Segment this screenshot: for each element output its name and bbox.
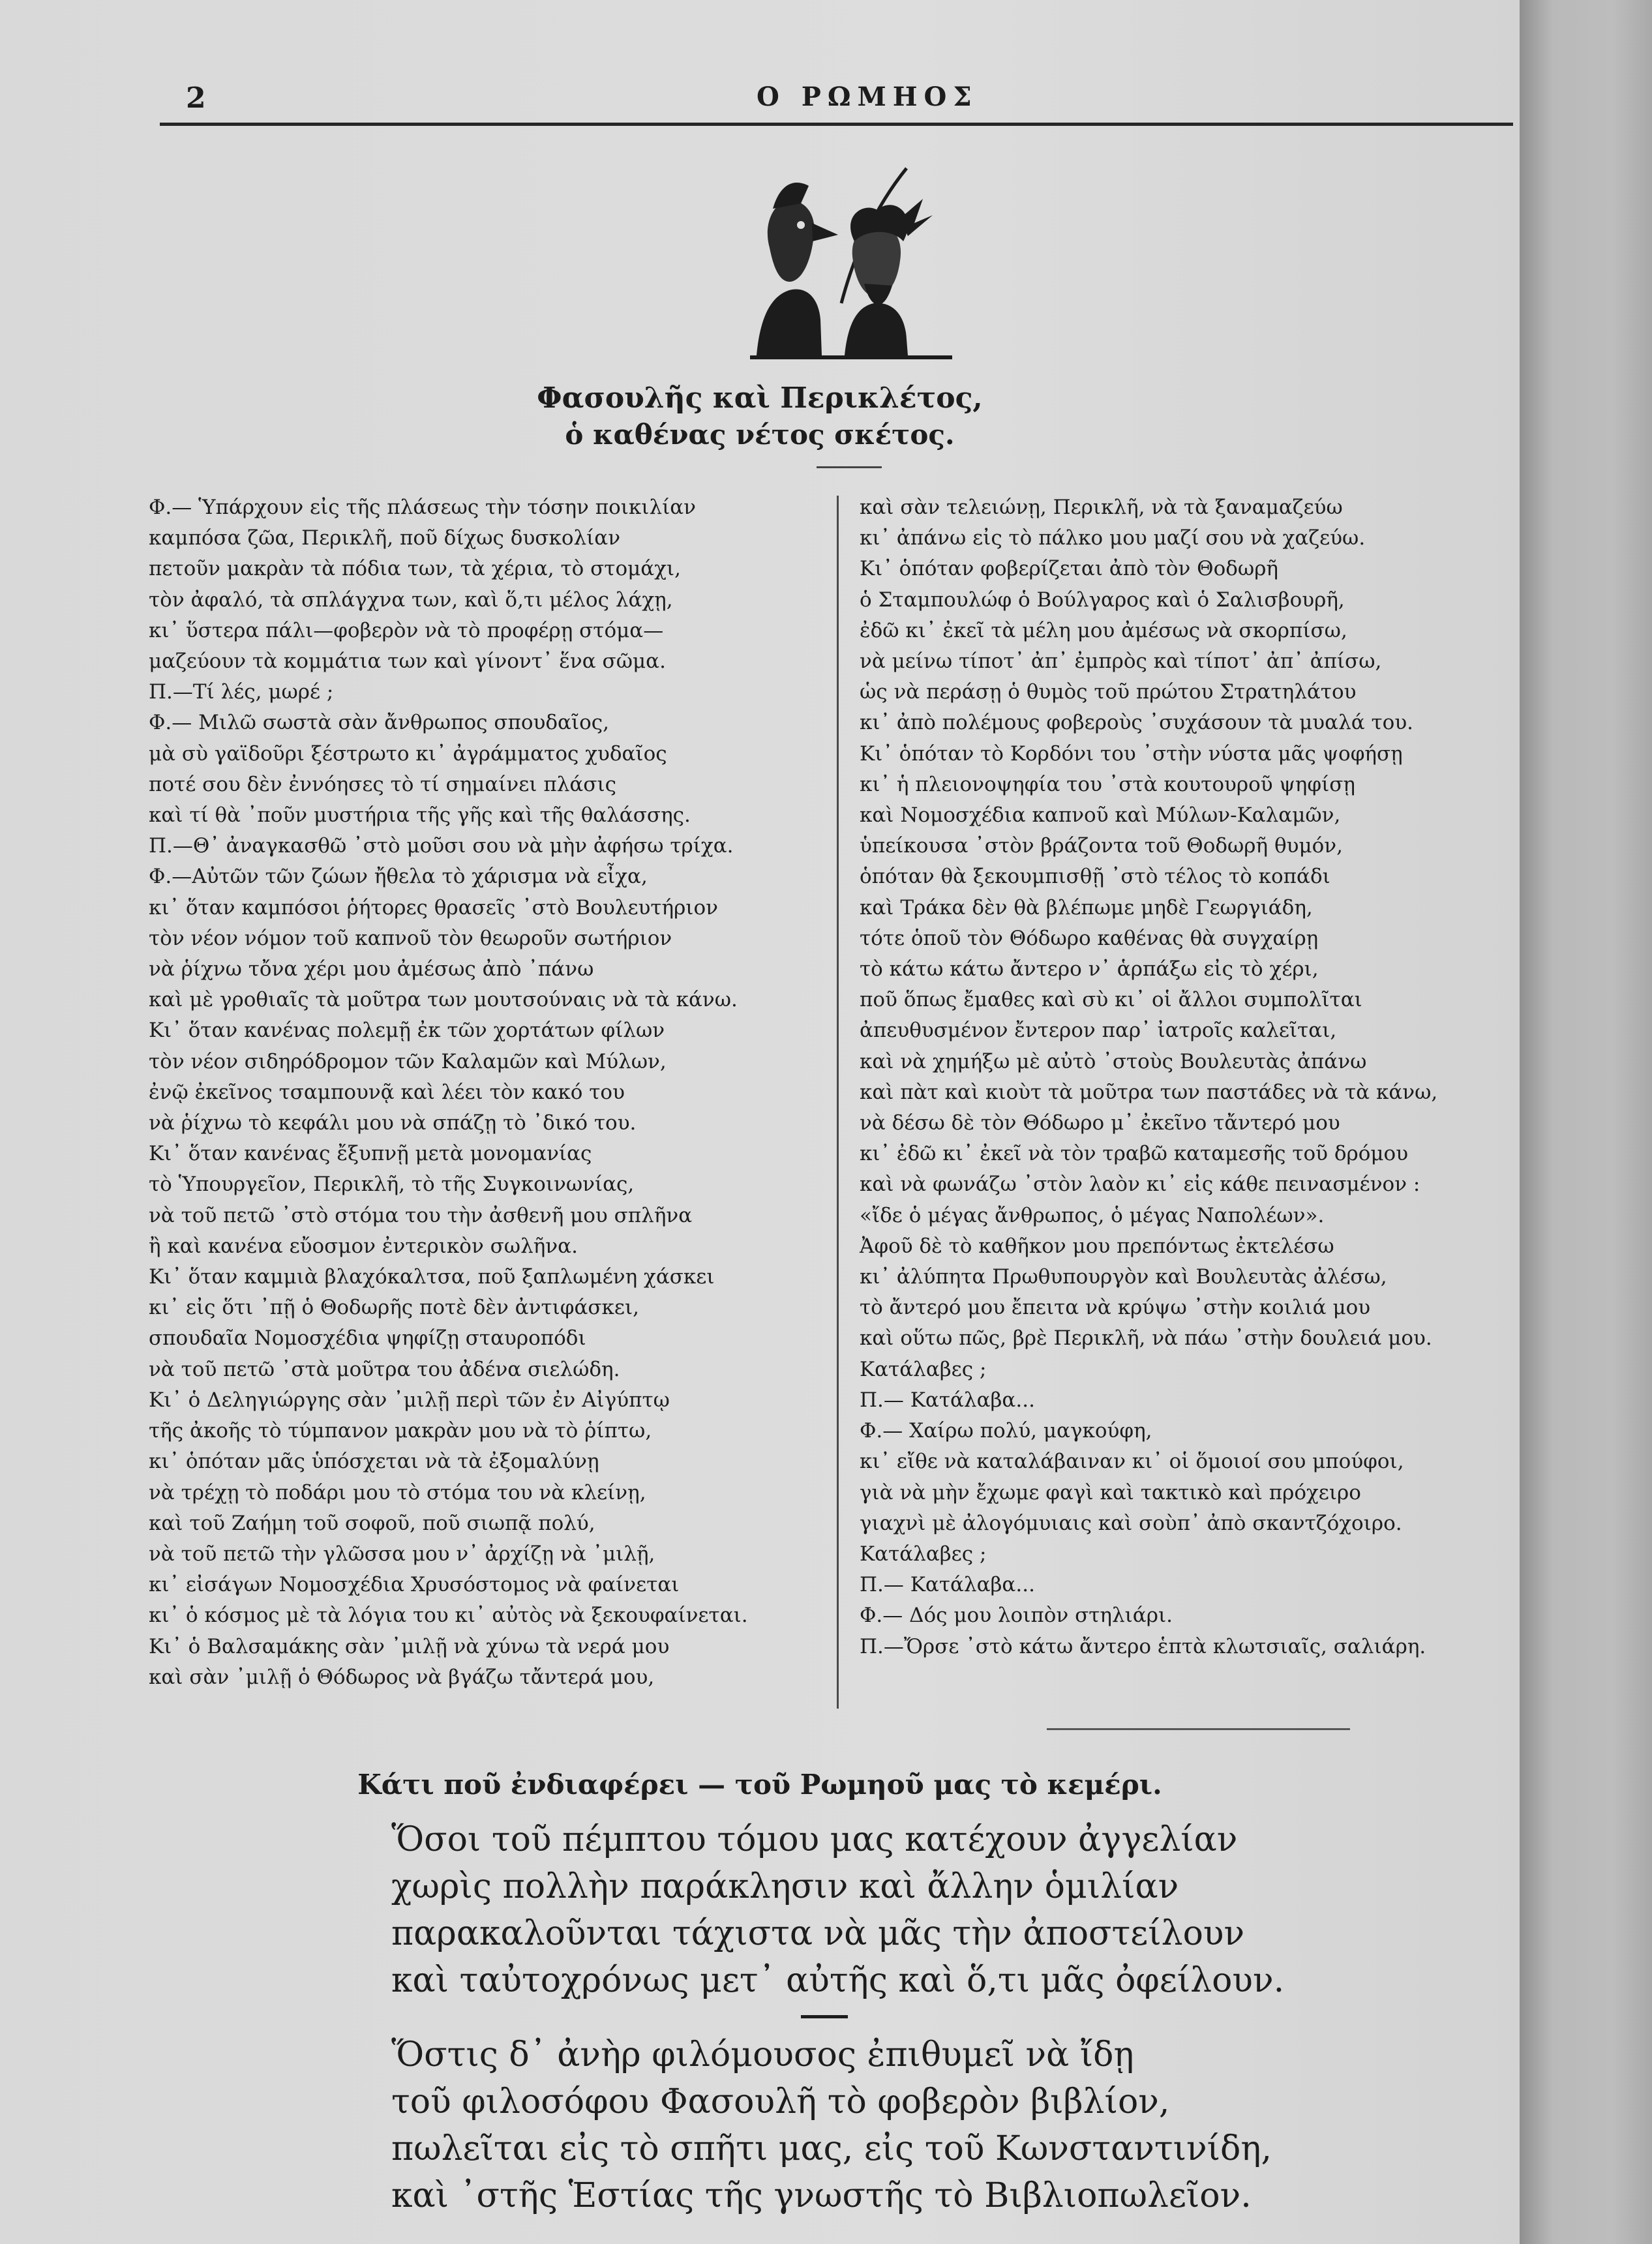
verse-line: τὸν ἀφαλό, τὰ σπλάγχνα των, καὶ ὅ,τι μέλος λάχῃ, (149, 588, 673, 612)
verse-line: μαζεύουν τὰ κομμάτια των καὶ γίνοντ᾽ ἕνα σῶμα. (149, 650, 666, 674)
verse-line: καὶ τοῦ Ζαήμη τοῦ σοφοῦ, ποῦ σιωπᾷ πολύ, (149, 1511, 595, 1535)
left-puppet-eye (797, 221, 805, 229)
verse-line: κι᾽ ἀπὸ πολέμους φοβεροὺς ᾽συχάσουν τὰ μυαλά του. (860, 711, 1414, 735)
verse-line: καὶ σὰν τελειώνῃ, Περικλῆ, νὰ τὰ ξαναμαζεύω (860, 496, 1343, 519)
verse-line: νὰ ῥίχνω τὄνα χέρι μου ἀμέσως ἀπὸ ᾽πάνω (149, 957, 594, 981)
verse-line: νὰ ῥίχνω τὸ κεφάλι μου νὰ σπάζῃ τὸ ᾽δικό του. (149, 1111, 637, 1135)
section-rule (1047, 1728, 1350, 1730)
verse-line: κι᾽ ἀλύπητα Πρωθυπουργὸν καὶ Βουλευτὰς ἀλέσω, (860, 1265, 1387, 1289)
verse-line: τὸν νέον νόμον τοῦ καπνοῦ τὸν θεωροῦν σωτήριον (149, 926, 672, 950)
verse-line: Π.—Τί λές, μωρέ ; (149, 680, 334, 704)
notice-line: χωρὶς πολλὴν παράκλησιν καὶ ἄλλην ὁμιλίαν (391, 1867, 1179, 1906)
verse-line: καὶ οὕτω πῶς, βρὲ Περικλῆ, νὰ πάω ᾽στὴν δουλειά μου. (860, 1326, 1432, 1351)
verse-line: Π.— Κατάλαβα... (860, 1388, 1035, 1412)
verse-line: κι᾽ εἴθε νὰ καταλάβαιναν κι᾽ οἱ ὅμοιοί σου μπούφοι, (860, 1450, 1404, 1474)
running-title: Ο ΡΩΜΗΟΣ (757, 82, 978, 112)
header-rule (160, 123, 1513, 126)
verse-line: Ἀφοῦ δὲ τὸ καθῆκον μου πρεπόντως ἐκτελέσω (860, 1234, 1334, 1258)
verse-line: καὶ νὰ φωνάζω ᾽στὸν λαὸν κι᾽ εἰς κάθε πεινασμένον : (860, 1173, 1420, 1197)
verse-line: κι᾽ ὁπόταν μᾶς ὑπόσχεται νὰ τὰ ἐξομαλύνῃ (149, 1450, 599, 1474)
notice-line: καὶ ᾽στῆς Ἑστίας τῆς γνωστῆς τὸ Βιβλιοπωλεῖον. (391, 2176, 1252, 2215)
verse-line: Φ.— Χαίρω πολύ, μαγκούφη, (860, 1419, 1152, 1443)
fasoulis-perikletos-vignette (743, 163, 959, 365)
notice-line: καὶ ταὐτοχρόνως μετ᾽ αὐτῆς καὶ ὅ,τι μᾶς ὀφείλουν. (391, 1961, 1285, 2000)
dialogue-right-column (860, 492, 1512, 1662)
verse-line: τῆς ἀκοῆς τὸ τύμπανον μακρὰν μου νὰ τὸ ῥίπτω, (149, 1419, 652, 1443)
verse-line: καμπόσα ζῶα, Περικλῆ, ποῦ δίχως δυσκολίαν (149, 526, 621, 550)
dialogue-subtitle: ὁ καθένας νέτος σκέτος. (565, 419, 955, 451)
verse-line: καὶ μὲ γροθιαῖς τὰ μοῦτρα των μουτσούναις νὰ τὰ κάνω. (149, 988, 738, 1012)
verse-line: νὰ δέσω δὲ τὸν Θόδωρο μ᾽ ἐκεῖνο τἄντερό μου (860, 1111, 1340, 1135)
verse-line: γιαχνὶ μὲ ἀλογόμυιαις καὶ σοὺπ᾽ ἀπὸ σκαντζόχοιρο. (860, 1511, 1402, 1535)
verse-line: καὶ νὰ χημήξω μὲ αὐτὸ ᾽στοὺς Βουλευτὰς ἀπάνω (860, 1049, 1367, 1073)
notice-line: παρακαλοῦνται τάχιστα νὰ μᾶς τὴν ἀποστείλουν (391, 1914, 1245, 1953)
verse-line: Φ.— Δός μου λοιπὸν στηλιάρι. (860, 1604, 1173, 1628)
verse-line: ποῦ ὅπως ἔμαθες καὶ σὺ κι᾽ οἱ ἄλλοι συμπολῖται (860, 988, 1362, 1012)
verse-line: ἢ καὶ κανένα εὔοσμον ἐντερικὸν σωλῆνα. (149, 1234, 578, 1258)
verse-line: καὶ τί θὰ ᾽ποῦν μυστήρια τῆς γῆς καὶ τῆς θαλάσσης. (149, 803, 691, 828)
verse-line: ποτέ σου δὲν ἐννόησες τὸ τί σημαίνει πλάσις (149, 772, 616, 796)
verse-line: σπουδαῖα Νομοσχέδια ψηφίζῃ σταυροπόδι (149, 1326, 586, 1351)
verse-line: Κι᾽ ὁ Βαλσαμάκης σὰν ᾽μιλῇ νὰ χύνω τὰ νερά μου (149, 1634, 670, 1658)
dialogue-title: Φασουλῆς καὶ Περικλέτος, (537, 381, 983, 415)
verse-line: τὸ ἄντερό μου ἔπειτα νὰ κρύψω ᾽στὴν κοιλιά μου (860, 1296, 1371, 1320)
verse-line: καὶ Τράκα δὲν θὰ βλέπωμε μηδὲ Γεωργιάδη, (860, 895, 1313, 920)
verse-line: καὶ Νομοσχέδια καπνοῦ καὶ Μύλων-Καλαμῶν, (860, 803, 1341, 828)
column-divider (837, 496, 839, 1709)
verse-line: τὸ κάτω κάτω ἄντερο ν᾽ ἁρπάξω εἰς τὸ χέρι, (860, 957, 1319, 981)
page-number: 2 (186, 82, 206, 115)
verse-line: Κι᾽ ὁπόταν τὸ Κορδόνι του ᾽στὴν νύστα μᾶς ψοφήσῃ (860, 741, 1403, 766)
verse-line: τὸν νέον σιδηρόδρομον τῶν Καλαμῶν καὶ Μύλων, (149, 1049, 667, 1073)
verse-line: ὡς νὰ περάσῃ ὁ θυμὸς τοῦ πρώτου Στρατηλάτου (860, 680, 1357, 704)
verse-line: νὰ μείνω τίποτ᾽ ἀπ᾽ ἐμπρὸς καὶ τίποτ᾽ ἀπ᾽ ἀπίσω, (860, 650, 1382, 674)
verse-line: Π.— Κατάλαβα... (860, 1573, 1035, 1597)
verse-line: γιὰ νὰ μὴν ἔχωμε φαγὶ καὶ τακτικὸ καὶ πρόχειρο (860, 1480, 1361, 1504)
verse-line: Κι᾽ ὅταν κανένας ἔξυπνῇ μετὰ μονομανίας (149, 1142, 592, 1166)
verse-line: ὁ Σταμπουλώφ ὁ Βούλγαρος καὶ ὁ Σαλισβουρῆ, (860, 588, 1345, 612)
verse-line: ἐδῶ κι᾽ ἐκεῖ τὰ μέλη μου ἀμέσως νὰ σκορπίσω, (860, 618, 1347, 642)
verse-line: κι᾽ εἰσάγων Νομοσχέδια Χρυσόστομος νὰ φαίνεται (149, 1573, 680, 1597)
verse-line: Κι᾽ ὅταν κανένας πολεμῇ ἐκ τῶν χορτάτων φίλων (149, 1019, 665, 1043)
notice-heading: Κάτι ποῦ ἐνδιαφέρει — τοῦ Ρωμηοῦ μας τὸ κεμέρι. (357, 1769, 1162, 1801)
verse-line: ὁπόταν θὰ ξεκουμπισθῇ ᾽στὸ τέλος τὸ κοπάδι (860, 865, 1330, 889)
notice-stanza-2 (391, 2031, 1370, 2219)
verse-line: ὑπείκουσα ᾽στὸν βράζοντα τοῦ Θοδωρῆ θυμόν, (860, 834, 1343, 858)
notice-rule (801, 2015, 848, 2018)
verse-line: τὸ Ὑπουργεῖον, Περικλῆ, τὸ τῆς Συγκοινωνίας, (149, 1173, 635, 1197)
notice-line: Ὅστις δ᾽ ἀνὴρ φιλόμουσος ἐπιθυμεῖ νὰ ἴδῃ (391, 2035, 1134, 2074)
left-puppet-head (768, 201, 815, 282)
notice-line: Ὅσοι τοῦ πέμπτου τόμου μας κατέχουν ἀγγελίαν (391, 1820, 1238, 1859)
verse-line: κι᾽ ὅταν καμπόσοι ῥήτορες θρασεῖς ᾽στὸ Βουλευτήριον (149, 895, 718, 920)
notice-line: πωλεῖται εἰς τὸ σπῆτι μας, εἰς τοῦ Κωνσταντινίδη, (391, 2129, 1272, 2168)
verse-line: κι᾽ εἰς ὅτι ᾽πῇ ὁ Θοδωρῆς ποτὲ δὲν ἀντιφάσκει, (149, 1296, 639, 1320)
verse-line: Π.—Ὄρσε ᾽στὸ κάτω ἄντερο ἑπτὰ κλωτσιαῖς, σαλιάρη. (860, 1634, 1426, 1658)
right-puppet-beard (864, 284, 892, 305)
verse-line: Φ.— Μιλῶ σωστὰ σὰν ἄνθρωπος σπουδαῖος, (149, 711, 610, 735)
verse-line: Κι᾽ ὁ Δεληγιώργης σὰν ᾽μιλῇ περὶ τῶν ἐν Αἰγύπτῳ (149, 1388, 670, 1412)
right-puppet-body (845, 303, 908, 355)
left-puppet-body (757, 289, 822, 355)
title-rule (817, 466, 882, 468)
dialogue-left-column (149, 492, 814, 1693)
verse-line: Φ.—Αὐτῶν τῶν ζώων ἤθελα τὸ χάρισμα νὰ εἶχα, (149, 865, 648, 889)
verse-line: «ἴδε ὁ μέγας ἄνθρωπος, ὁ μέγας Ναπολέων». (860, 1203, 1325, 1227)
notice-stanza-1 (391, 1816, 1370, 2004)
verse-line: Π.—Θ᾽ ἀναγκασθῶ ᾽στὸ μοῦσι σου νὰ μὴν ἀφήσω τρίχα. (149, 834, 734, 858)
verse-line: τότε ὁποῦ τὸν Θόδωρο καθένας θὰ συγχαίρῃ (860, 926, 1319, 950)
verse-line: κι᾽ ὕστερα πάλι—φοβερὸν νὰ τὸ προφέρῃ στόμα— (149, 618, 664, 642)
verse-line: πετοῦν μακρὰν τὰ πόδια των, τὰ χέρια, τὸ στομάχι, (149, 557, 681, 581)
verse-line: νὰ τοῦ πετῶ ᾽στὸ στόμα του τὴν ἀσθενῆ μου σπλῆνα (149, 1203, 693, 1227)
verse-line: Κι᾽ ὅταν καμμιὰ βλαχόκαλτσα, ποῦ ξαπλωμένη χάσκει (149, 1265, 715, 1289)
verse-line: κι᾽ ὁ κόσμος μὲ τὰ λόγια του κι᾽ αὐτὸς νὰ ξεκουφαίνεται. (149, 1604, 748, 1628)
left-puppet-nose (812, 223, 838, 241)
page-gutter (1520, 0, 1652, 2244)
verse-line: κι᾽ ἐδῶ κι᾽ ἐκεῖ νὰ τὸν τραβῶ καταμεσῆς τοῦ δρόμου (860, 1142, 1409, 1166)
verse-line: καὶ πὰτ καὶ κιοὺτ τὰ μοῦτρα των παστάδες νὰ τὰ κάνω, (860, 1080, 1438, 1104)
verse-line: κι᾽ ἡ πλειονοψηφία του ᾽στὰ κουτουροῦ ψηφίσῃ (860, 772, 1355, 796)
verse-line: ἀπευθυσμένον ἔντερον παρ᾽ ἰατροῖς καλεῖται, (860, 1019, 1337, 1043)
verse-line: Κι᾽ ὁπόταν φοβερίζεται ἀπὸ τὸν Θοδωρῆ (860, 557, 1278, 581)
verse-line: μὰ σὺ γαϊδοῦρι ξέστρωτο κι᾽ ἀγράμματος χυδαῖος (149, 741, 667, 766)
verse-line: κι᾽ ἀπάνω εἰς τὸ πάλκο μου μαζί σου νὰ χαζεύω. (860, 526, 1366, 550)
notice-line: τοῦ φιλοσόφου Φασουλῆ τὸ φοβερὸν βιβλίον, (391, 2082, 1170, 2121)
verse-line: Φ.— Ὑπάρχουν εἰς τῆς πλάσεως τὴν τόσην ποικιλίαν (149, 496, 697, 519)
verse-line: Κατάλαβες ; (860, 1357, 987, 1381)
verse-line: καὶ σὰν ᾽μιλῇ ὁ Θόδωρος νὰ βγάζω τἄντερά μου, (149, 1665, 655, 1689)
verse-line: νὰ τρέχῃ τὸ ποδάρι μου τὸ στόμα του νὰ κλείνῃ, (149, 1480, 646, 1504)
verse-line: νὰ τοῦ πετῶ ᾽στὰ μοῦτρα του ἀδένα σιελώδη. (149, 1357, 620, 1381)
verse-line: νὰ τοῦ πετῶ τὴν γλῶσσα μου ν᾽ ἀρχίζῃ νὰ ᾽μιλῇ, (149, 1542, 655, 1566)
verse-line: Κατάλαβες ; (860, 1542, 987, 1566)
verse-line: ἐνῷ ἐκεῖνος τσαμπουνᾷ καὶ λέει τὸν κακό του (149, 1080, 625, 1104)
